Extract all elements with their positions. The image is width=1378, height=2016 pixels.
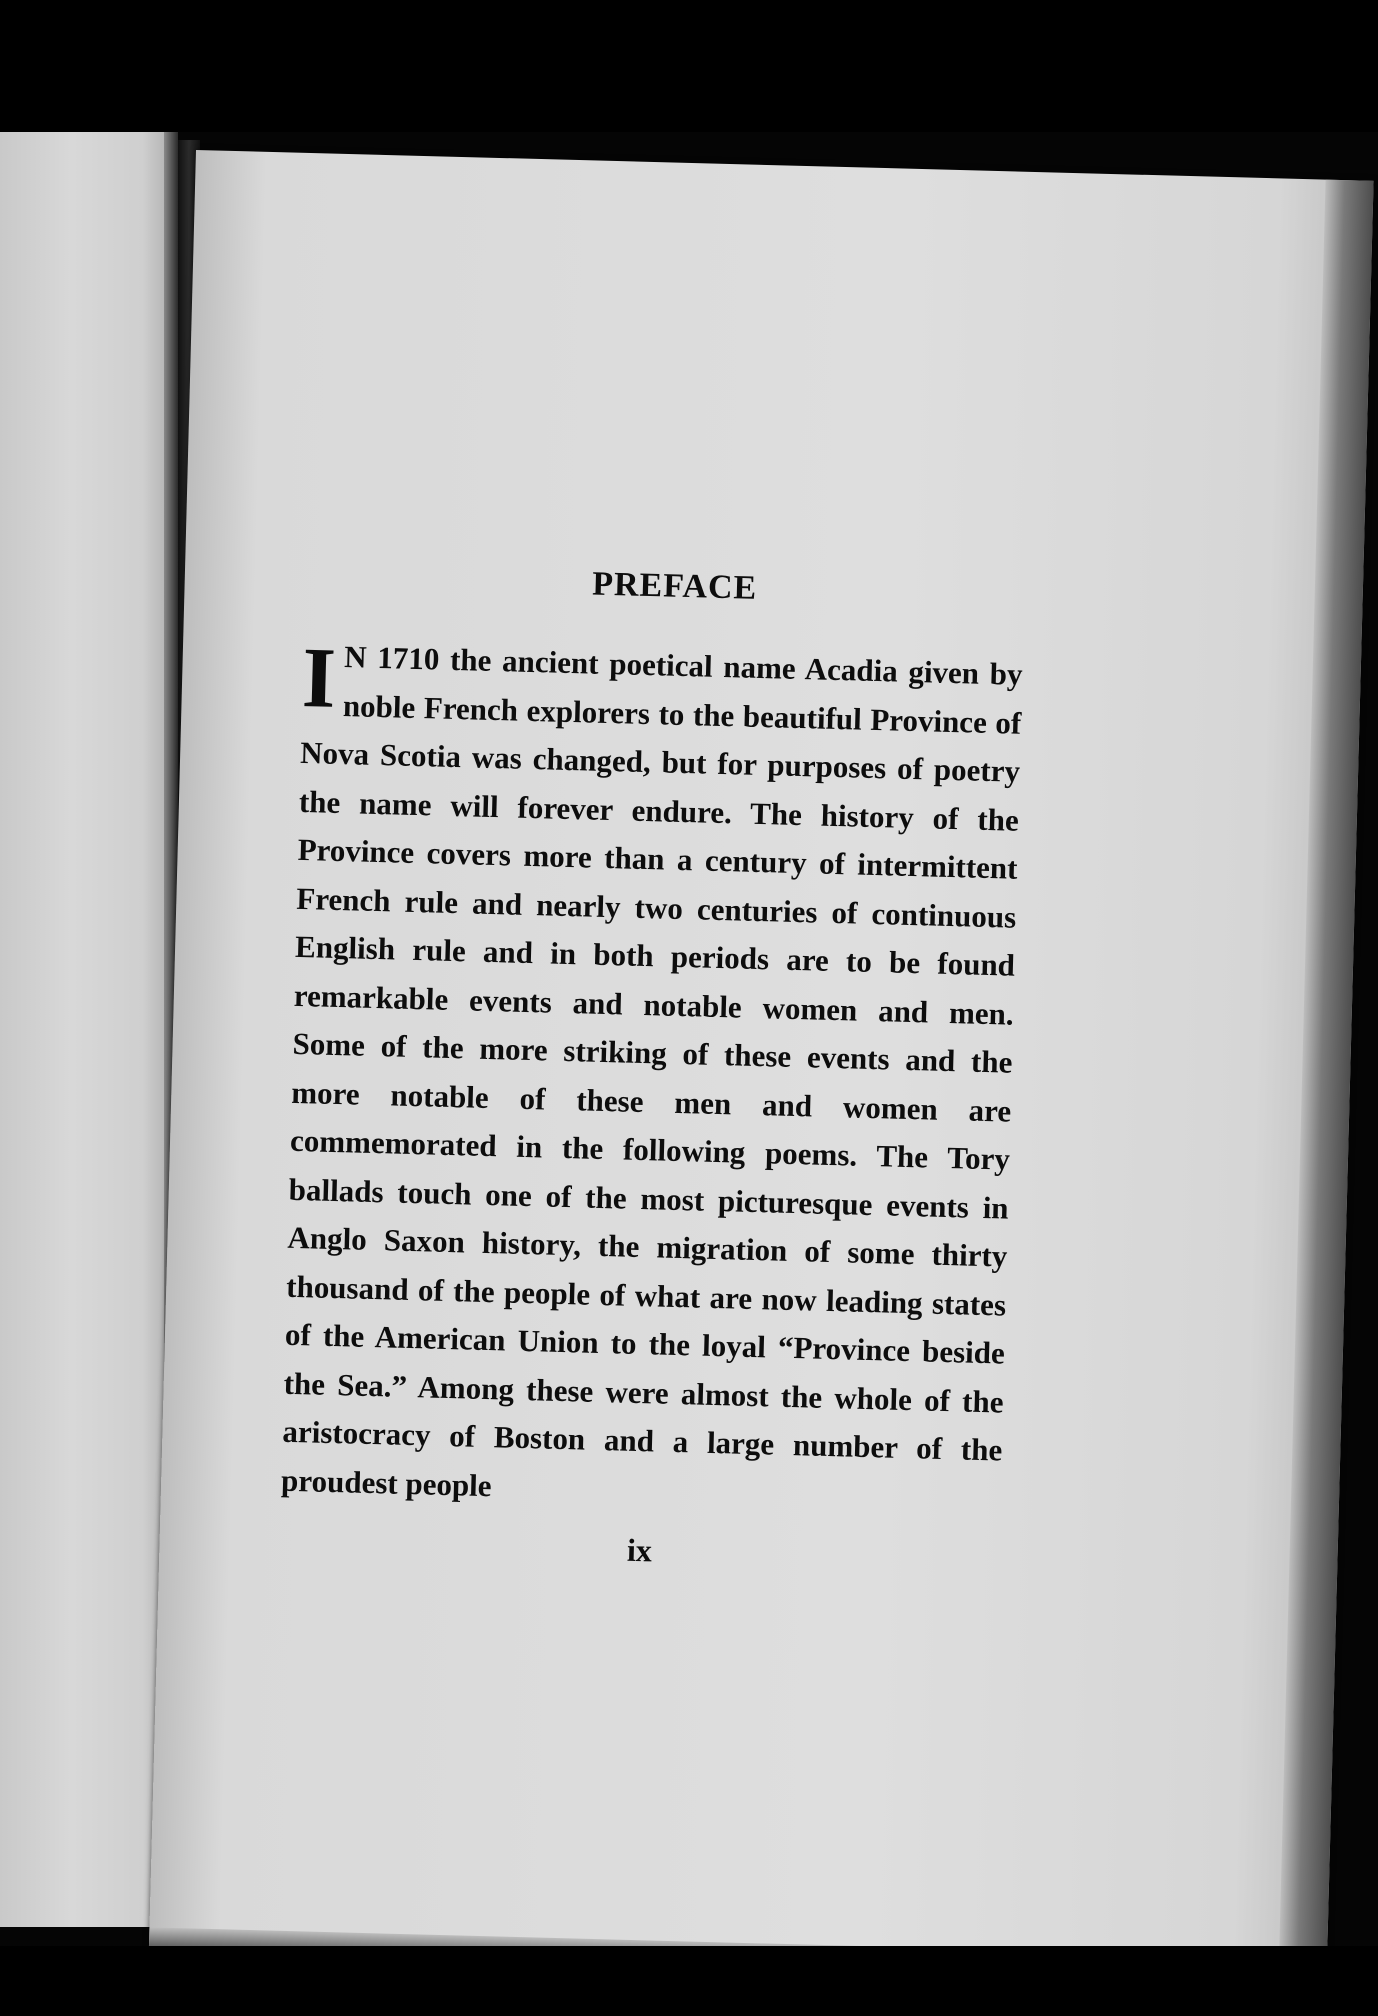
previous-page-edge (0, 132, 178, 1927)
scan-background-bottom (0, 1946, 1378, 2016)
page-number: ix (626, 1531, 653, 1569)
preface-body-text: N 1710 the ancient poetical name Acadia given by noble French explorers to the beautiful Province of Nova Scotia was changed, but for purposes of poetry the name will forever endure. The history of the Province covers more than a century of intermittent French rule and nearly two centuries of continuous English rule and in both periods are to be found remarkable events and notable women and men. Some of the more striking of these events and the more notable of these men and women are commemorated in the following poems. The Tory ballads touch one of the most picturesque events in Anglo Saxon history, the migration of some thirty thousand of the people of what are now leading states of the American Union to the loyal “Province beside the Sea.” Among these were almost the whole of the aristocracy of Boston and a large number of the proudest people (280, 639, 1024, 1503)
preface-paragraph (280, 628, 1024, 1524)
drop-cap: I (300, 628, 337, 726)
page-title: PREFACE (591, 565, 758, 607)
page-content (279, 558, 1025, 1579)
scan-background-top (0, 0, 1378, 132)
page-right-edge-shadow (1278, 180, 1373, 1981)
book-page (149, 150, 1374, 1980)
